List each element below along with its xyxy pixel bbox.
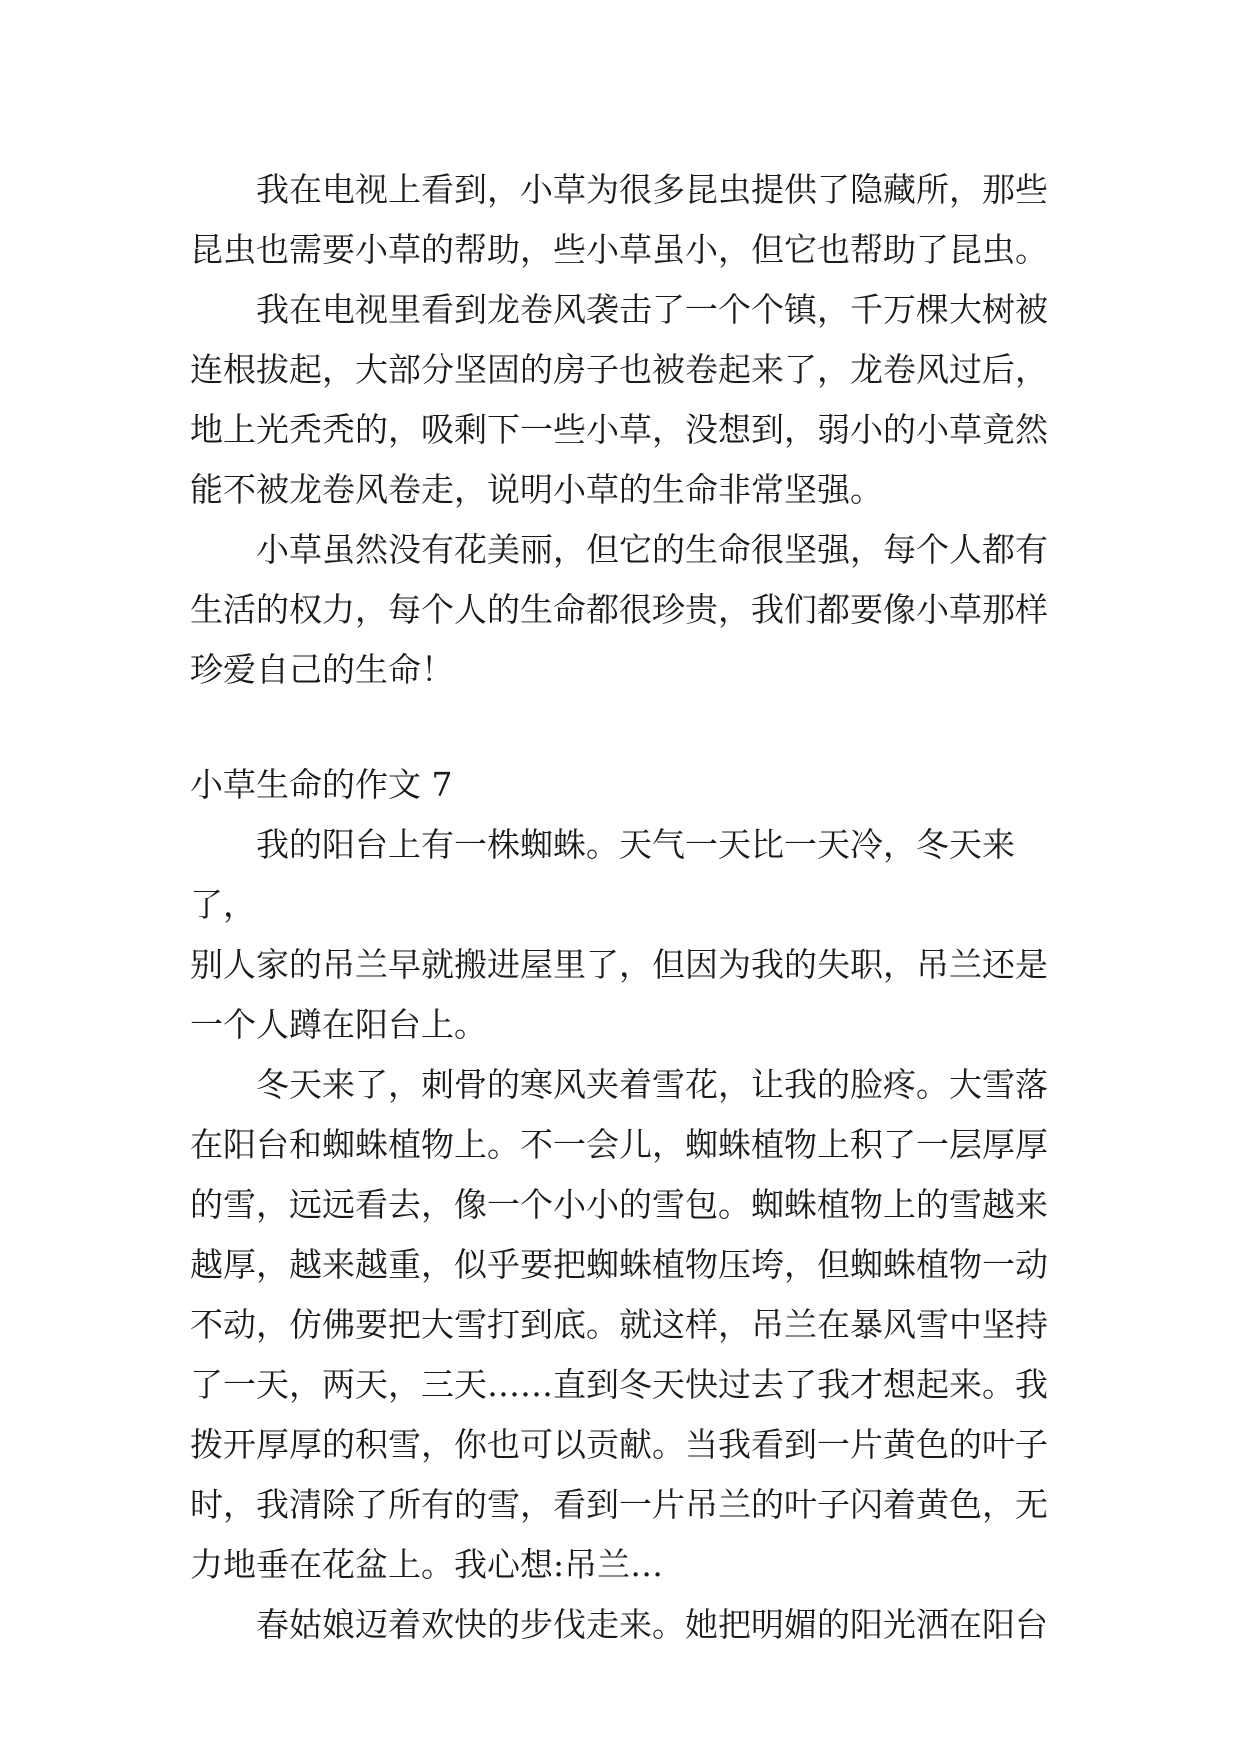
paragraph [190,815,1050,1055]
text-line: 力地垂在花盆上。我心想:吊兰… [190,1545,664,1584]
text-line: 能不被龙卷风卷走，说明小草的生命非常坚强。 [190,470,883,509]
paragraph [190,280,1050,520]
section-heading: 小草生命的作文 7 [190,765,453,804]
paragraph [190,1055,1050,1595]
text-line: 拨开厚厚的积雪，你也可以贡献。当我看到一片黄色的叶子 [190,1425,1048,1464]
text-line: 生活的权力，每个人的生命都很珍贵，我们都要像小草那样 [190,590,1048,629]
paragraph [190,160,1050,280]
text-line: 连根拔起，大部分坚固的房子也被卷起来了，龙卷风过后， [190,350,1048,389]
text-line: 时，我清除了所有的雪，看到一片吊兰的叶子闪着黄色，无 [190,1485,1048,1524]
text-line: 别人家的吊兰早就搬进屋里了，但因为我的失职，吊兰还是 [190,945,1048,984]
text-line: 冬天来了，刺骨的寒风夹着雪花，让我的脸疼。大雪落 [256,1065,1048,1104]
text-line: 小草虽然没有花美丽，但它的生命很坚强，每个人都有 [256,530,1048,569]
text-line: 越厚，越来越重，似乎要把蜘蛛植物压垮，但蜘蛛植物一动 [190,1245,1048,1284]
text-line: 我的阳台上有一株蜘蛛。天气一天比一天冷，冬天来了， [190,825,1015,924]
text-line: 了一天，两天，三天……直到冬天快过去了我才想起来。我 [190,1365,1048,1404]
document-body [190,160,1050,1655]
text-line: 珍爱自己的生命！ [190,650,454,689]
text-line: 我在电视上看到，小草为很多昆虫提供了隐藏所，那些 [256,170,1048,209]
text-line: 地上光秃秃的，吸剩下一些小草，没想到，弱小的小草竟然 [190,410,1048,449]
text-line: 昆虫也需要小草的帮助，些小草虽小，但它也帮助了昆虫。 [190,230,1048,269]
text-line: 的雪，远远看去，像一个小小的雪包。蜘蛛植物上的雪越来 [190,1185,1048,1224]
text-line: 不动，仿佛要把大雪打到底。就这样，吊兰在暴风雪中坚持 [190,1305,1048,1344]
text-line: 在阳台和蜘蛛植物上。不一会儿，蜘蛛植物上积了一层厚厚 [190,1125,1048,1164]
text-line: 一个人蹲在阳台上。 [190,1005,487,1044]
text-line: 我在电视里看到龙卷风袭击了一个个镇，千万棵大树被 [256,290,1048,329]
text-line: 春姑娘迈着欢快的步伐走来。她把明媚的阳光洒在阳台 [256,1605,1048,1644]
paragraph [190,1595,1050,1655]
paragraph [190,520,1050,700]
